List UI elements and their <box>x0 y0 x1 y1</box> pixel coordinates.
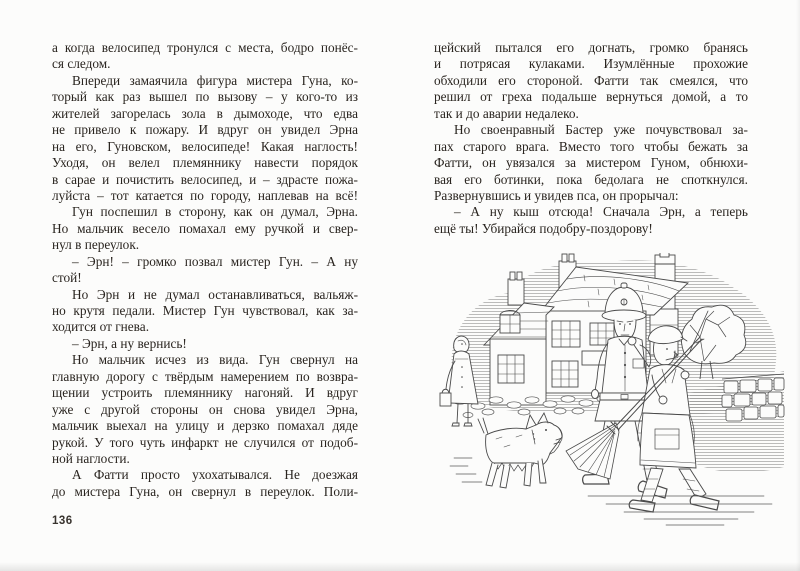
text-line: луйста – тот катается по городу, наплевав на всё! <box>52 187 358 203</box>
text-line: но крутя педали. Мистер Гун чувствовал, как за- <box>52 303 358 318</box>
text-line: Уходя, он велел племяннику навести порядок <box>52 155 358 171</box>
text-line: рукой. У того чуть инфаркт не случился от подоб- <box>52 434 358 450</box>
text-line: Но Эрн и не думал останавливаться, вальяж- <box>72 286 358 302</box>
book-illustration <box>438 253 788 550</box>
text-line: Фатти, он увязался за мистером Гуном, обнюхи- <box>434 155 748 171</box>
text-line: стой! <box>52 270 82 286</box>
text-line: торый как раз вышел по вызову – у кого-то из <box>52 89 358 105</box>
page-edge-bottom <box>0 562 800 571</box>
text-line: главную дорогу с твёрдым намерением по возвра- <box>52 368 358 384</box>
text-line: Впереди замаячила фигура мистера Гуна, ко- <box>72 72 358 88</box>
text-line: нул в переулок. <box>52 237 140 253</box>
stone-wall <box>722 374 784 421</box>
text-line: Гун поспешил в сторону, как он думал, Эрна. <box>72 204 358 220</box>
text-line: уже с другой стороны он снова увидел Эрна, <box>52 401 358 417</box>
text-line: А Фатти просто ухохатывался. Не доезжая <box>72 467 358 483</box>
text-line: ся следом. <box>52 56 111 72</box>
text-line: решил от греха подальше вернуться домой, а то <box>434 89 748 105</box>
text-line: пах старого врага. Вместо того чтобы бежать за <box>434 138 748 154</box>
right-column <box>434 40 748 237</box>
lattice-window <box>552 361 578 387</box>
left-column <box>52 40 358 500</box>
text-line: так и до аварии недалеко. <box>434 105 579 121</box>
page-edge-right <box>796 0 800 571</box>
text-line: Развернувшись и увидев пса, он прорычал: <box>434 187 679 203</box>
page-number: 136 <box>52 515 73 527</box>
text-line: мальчик выехал на улицу и дерзко помахал дяде <box>52 418 358 434</box>
text-line: – Эрн! – громко позвал мистер Гун. – А ну <box>72 253 358 269</box>
text-line: не привело к пожару. И вдруг он увидел Эрна <box>52 122 358 138</box>
text-line: до мистера Гуна, он свернул в переулок. Поли- <box>52 483 358 499</box>
text-line: вая его ботинки, пока бедолага не споткнулся. <box>434 171 748 187</box>
text-line: жителей загорелась зола в дымоходе, что едва <box>52 105 358 121</box>
text-line: ной наглости. <box>52 450 130 466</box>
text-line: – Эрн, а ну вернись! <box>72 335 187 351</box>
text-line: ходится от гнева. <box>52 319 150 335</box>
text-line: и потрясая кулаками. Изумлённые прохожие <box>434 56 748 72</box>
text-line: Но мальчик исчез из вида. Гун свернул на <box>72 352 358 368</box>
text-line: цейский пытался его догнать, громко бранясь <box>434 40 748 55</box>
lattice-window <box>498 355 524 383</box>
text-line: на его, Гуновском, велосипеде! Какая наглость! <box>52 138 358 154</box>
text-line: щении устроить племяннику нагоняй. И вдруг <box>52 385 358 401</box>
lattice-window <box>552 321 580 347</box>
text-line: ещё ты! Убирайся подобру-поздорову! <box>434 220 653 236</box>
text-line: а когда велосипед тронулся с места, бодро понёс- <box>52 40 358 55</box>
text-line: Но мальчик весело помахал ему ручкой и свер- <box>52 220 358 236</box>
text-line: Но своенравный Бастер уже почувствовал за- <box>454 122 748 138</box>
text-line: – А ну кыш отсюда! Сначала Эрн, а теперь <box>454 204 748 220</box>
text-line: обходили его стороной. Фатти так смеялся, что <box>434 72 748 88</box>
text-line: в сарае и почистить велосипед, и – здрасте пожа- <box>52 171 358 187</box>
